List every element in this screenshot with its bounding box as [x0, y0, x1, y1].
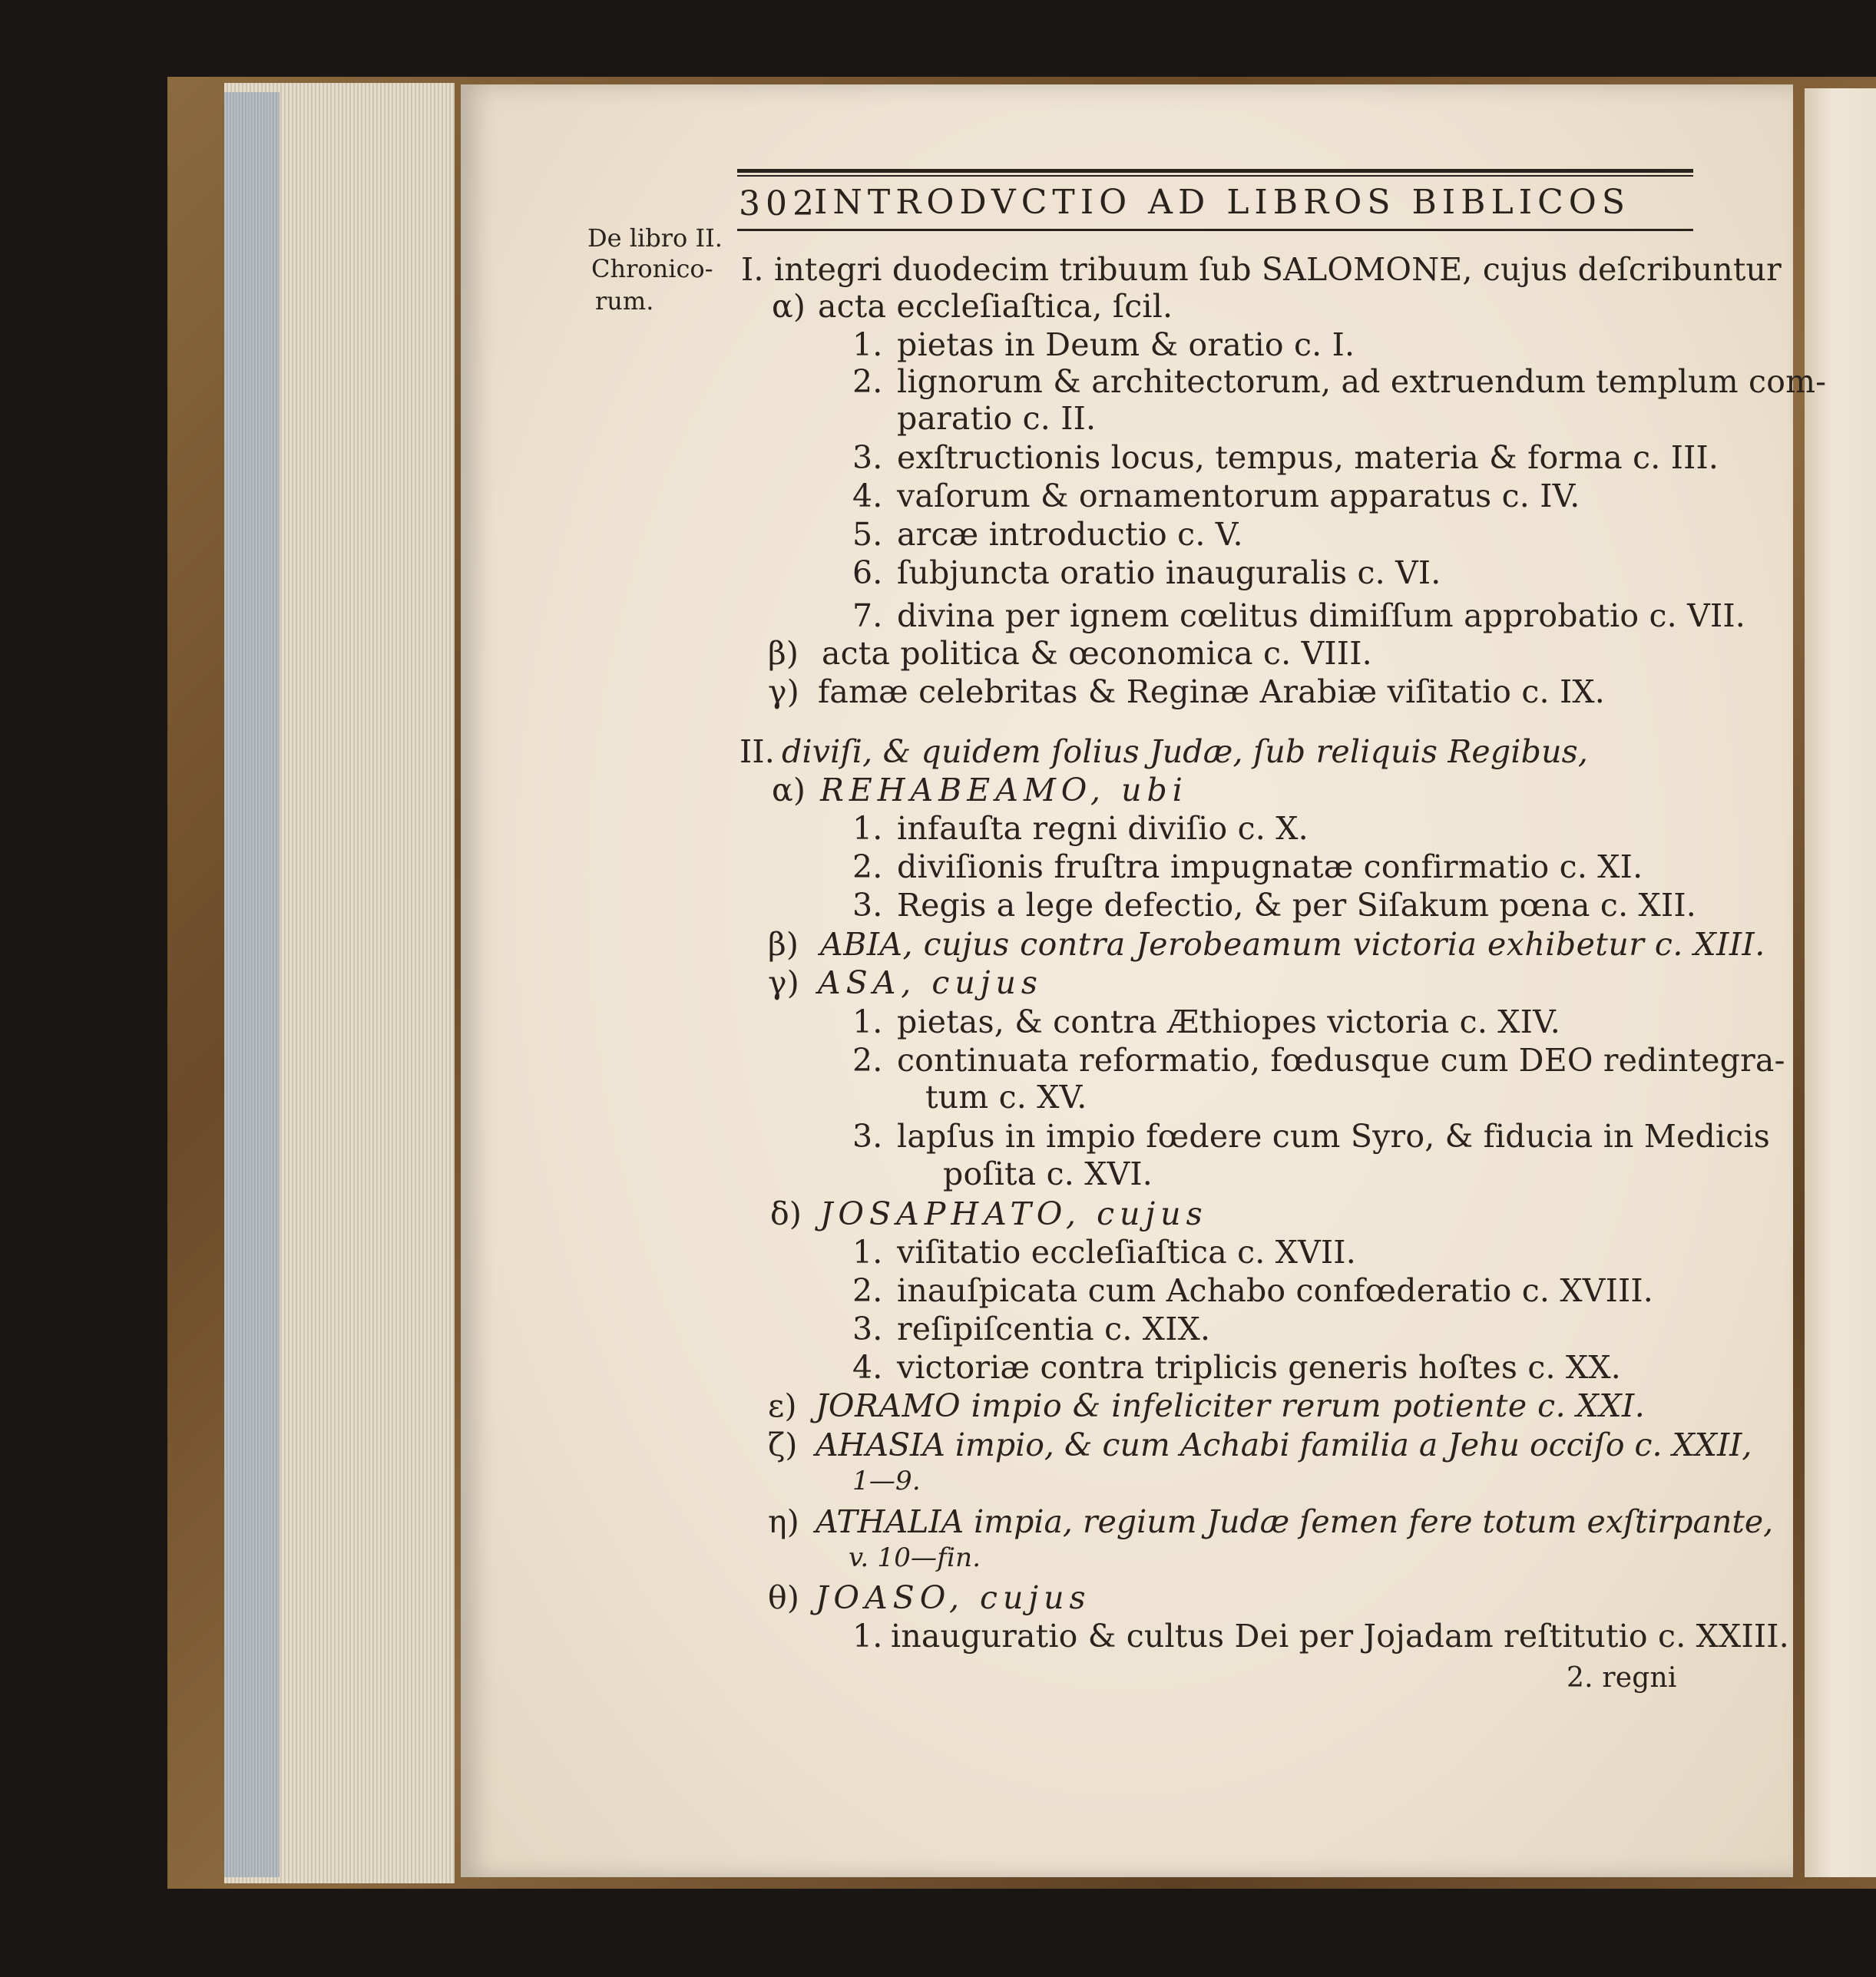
line-text: lapſus in impio fœdere cum Syro, & fiducia in Medicis	[897, 1118, 1770, 1155]
line-text: exſtructionis locus, tempus, materia & forma c. III.	[897, 439, 1719, 476]
header-rule-top-thin	[737, 175, 1693, 177]
line-text: ATHALIA impia, regium Judæ ſemen fere totum exſtirpante,	[816, 1503, 1774, 1540]
line-label: I.	[741, 251, 764, 288]
line-text: infauſta regni diviſio c. X.	[897, 810, 1309, 847]
line-text: diviſionis fruſtra impugnatæ confirmatio c. XI.	[897, 848, 1643, 885]
line-label: 1.	[852, 326, 883, 363]
line-text: vaſorum & ornamentorum apparatus c. IV.	[897, 478, 1580, 514]
line-label: γ)	[768, 673, 799, 710]
line-text: JORAMO impio & infeliciter rerum potiente c. XXI.	[816, 1387, 1646, 1424]
line-label: 1.	[852, 810, 883, 847]
line-text: arcæ introductio c. V.	[897, 516, 1243, 553]
line-label: 1.	[852, 1618, 883, 1655]
line-text: acta politica & œconomica c. VIII.	[822, 635, 1372, 672]
line-text: REHABEAMO, ubi	[820, 772, 1188, 808]
line-text: v. 10—fin.	[849, 1542, 981, 1573]
line-text: divina per ignem cœlitus dimiſſum approbatio c. VII.	[897, 597, 1745, 634]
page-number: 302	[739, 184, 819, 223]
line-label: 2.	[852, 363, 883, 400]
line-text: reſipiſcentia c. XIX.	[897, 1311, 1211, 1347]
line-label: 3.	[852, 1118, 883, 1155]
line-text: ASA, cujus	[818, 964, 1043, 1001]
line-text: tum c. XV.	[925, 1079, 1087, 1116]
line-label: 6.	[852, 554, 883, 591]
line-text: poſita c. XVI.	[943, 1155, 1153, 1192]
line-label: γ)	[768, 964, 799, 1001]
line-label: β)	[768, 635, 799, 672]
line-text: paratio c. II.	[897, 400, 1097, 437]
line-label: η)	[768, 1503, 799, 1540]
line-text: ſubjuncta oratio inauguralis c. VI.	[897, 554, 1441, 591]
line-label: θ)	[768, 1579, 800, 1616]
line-label: 7.	[852, 597, 883, 634]
line-text: JOSAPHATO, cujus	[820, 1195, 1208, 1232]
line-label: 1.	[852, 1234, 883, 1271]
line-text: pietas in Deum & oratio c. I.	[897, 326, 1355, 363]
line-label: α)	[772, 772, 806, 808]
line-label: 2.	[852, 848, 883, 885]
line-label: ε)	[768, 1387, 797, 1424]
line-label: 5.	[852, 516, 883, 553]
line-label: 1.	[852, 1003, 883, 1040]
line-text: lignorum & architectorum, ad extruendum templum com-	[897, 363, 1827, 400]
line-text: famæ celebritas & Reginæ Arabiæ viſitatio c. IX.	[818, 673, 1606, 710]
line-text: Regis a lege defectio, & per Siſakum pœna c. XII.	[897, 887, 1696, 924]
margin-note-line-3: rum.	[595, 286, 654, 316]
line-label: α)	[772, 288, 806, 325]
line-label: 4.	[852, 1349, 883, 1386]
header-rule-top	[737, 169, 1693, 173]
line-text: inauguratio & cultus Dei per Jojadam reſtitutio c. XXIII.	[891, 1618, 1789, 1655]
margin-note-line-2: Chronico-	[591, 254, 713, 283]
line-text: 1—9.	[852, 1466, 921, 1496]
line-text: pietas, & contra Æthiopes victoria c. XIV.	[897, 1003, 1560, 1040]
line-label: ζ)	[768, 1427, 798, 1463]
running-title: INTRODVCTIO AD LIBROS BIBLICOS	[814, 183, 1630, 222]
line-label: β)	[768, 926, 799, 963]
header-rule-bottom	[737, 229, 1693, 231]
page-edges-stained	[224, 92, 280, 1877]
line-label: 4.	[852, 478, 883, 514]
catchword: 2. regni	[1567, 1662, 1677, 1694]
line-text: JOASO, cujus	[816, 1579, 1091, 1616]
facing-page-edge	[1805, 88, 1876, 1877]
margin-note-line-1: De libro II.	[587, 223, 723, 253]
line-label: II.	[739, 733, 776, 770]
line-label: 3.	[852, 1311, 883, 1347]
line-text: integri duodecim tribuum ſub SALOMONE, cujus deſcribuntur	[774, 251, 1782, 288]
line-text: acta eccleſiaſtica, ſcil.	[818, 288, 1173, 325]
line-label: 3.	[852, 439, 883, 476]
line-text: AHASIA impio, & cum Achabi familia a Jehu occiſo c. XXII,	[816, 1427, 1752, 1463]
line-text: inauſpicata cum Achabo confœderatio c. XVIII.	[897, 1272, 1653, 1309]
line-label: 2.	[852, 1272, 883, 1309]
line-text: ABIA, cujus contra Jerobeamum victoria exhibetur c. XIII.	[820, 926, 1765, 963]
line-text: victoriæ contra triplicis generis hoſtes c. XX.	[897, 1349, 1621, 1386]
line-text: diviſi, & quidem ſolius Judæ, ſub reliquis Regibus,	[782, 733, 1589, 770]
line-label: 3.	[852, 887, 883, 924]
line-text: continuata reformatio, fœdusque cum DEO redintegra-	[897, 1042, 1785, 1079]
line-text: viſitatio eccleſiaſtica c. XVII.	[897, 1234, 1356, 1271]
line-label: δ)	[770, 1195, 802, 1232]
line-label: 2.	[852, 1042, 883, 1079]
